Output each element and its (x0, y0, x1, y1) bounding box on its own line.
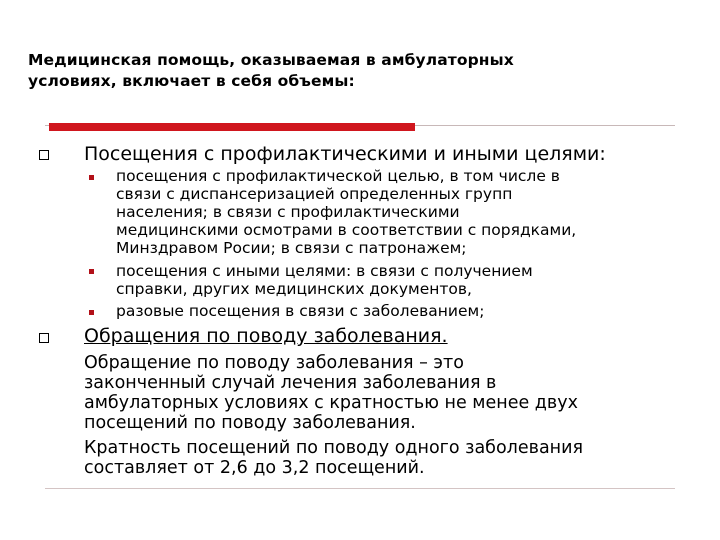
section2-heading: Обращения по поводу заболевания. (84, 325, 448, 347)
item2-line1: посещения с иными целями: в связи с получением (116, 262, 533, 280)
bullet-3-icon (89, 310, 94, 315)
para1-line3: амбулаторных условиях с кратностью не менее двух (84, 393, 578, 413)
slide-title (28, 50, 688, 92)
item1-line1: посещения с профилактической целью, в том числе в (116, 167, 560, 185)
bullet-1-icon (89, 175, 94, 180)
item1-line3: населения; в связи с профилактическими (116, 203, 460, 221)
section2-paragraph-1 (84, 353, 578, 433)
red-accent-bar (49, 123, 415, 131)
section1-item-2 (116, 262, 533, 298)
bullet-2-icon (89, 269, 94, 274)
para2-line2: составляет от 2,6 до 3,2 посещений. (84, 458, 425, 478)
item3-line1: разовые посещения в связи с заболеванием; (116, 302, 485, 320)
square-bullet-icon (39, 150, 49, 160)
section1-heading: Посещения с профилактическими и иными целями: (84, 143, 606, 165)
title-line-1: Медицинская помощь, оказываемая в амбулаторных (28, 51, 514, 69)
item1-line2: связи с диспансеризацией определенных групп (116, 185, 513, 203)
section1-item-3 (116, 302, 484, 320)
title-line-2: условиях, включает в себя объемы: (28, 72, 355, 90)
para1-line2: законченный случай лечения заболевания в (84, 373, 497, 393)
para1-line1: Обращение по поводу заболевания – это (84, 353, 464, 373)
section2-paragraph-2 (84, 438, 583, 478)
item1-line4: медицинскими осмотрами в соответствии с порядками, (116, 221, 577, 239)
section1-item-1 (116, 167, 576, 257)
item2-line2: справки, других медицинских документов, (116, 280, 472, 298)
square-bullet-icon (39, 333, 49, 343)
para2-line1: Кратность посещений по поводу одного заболевания (84, 438, 584, 458)
bottom-divider-line (45, 488, 675, 489)
para1-line4: посещений по поводу заболевания. (84, 413, 416, 433)
item1-line5: Минздравом Росии; в связи с патронажем; (116, 239, 467, 257)
